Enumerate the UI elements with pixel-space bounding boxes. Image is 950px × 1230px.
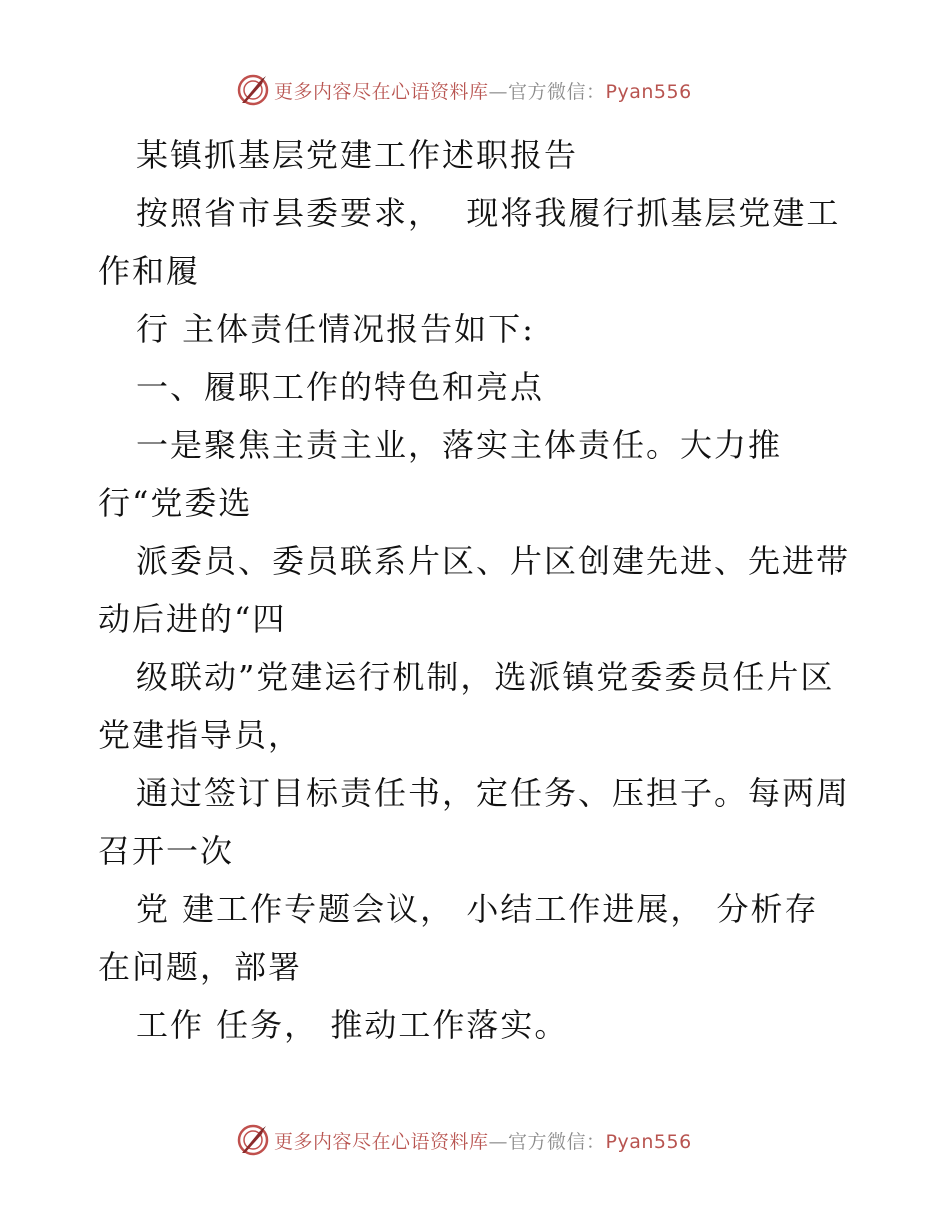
paragraph-line: 行 主体责任情况报告如下: (136, 310, 535, 348)
banner-wechat-id: Pyan556 (605, 80, 692, 103)
footer-banner (236, 1122, 692, 1158)
document-body (98, 126, 858, 1054)
banner-wechat-label: 官方微信： (508, 80, 606, 103)
banner-wechat-id: Pyan556 (605, 1130, 692, 1153)
paragraph-line: 党建指导员， (98, 716, 303, 754)
quill-pen-logo-icon (236, 73, 270, 107)
banner-main-text: 更多内容尽在心语资料库 (274, 80, 489, 103)
paragraph-line: 作和履 (98, 252, 201, 290)
paragraph-line: 行“党委选 (98, 484, 253, 522)
header-banner (236, 72, 692, 108)
paragraph-line: 一、履职工作的特色和亮点 (136, 368, 545, 406)
banner-wechat-label: 官方微信： (508, 1130, 606, 1153)
banner-text (274, 1127, 692, 1154)
paragraph-line: 某镇抓基层党建工作述职报告 (136, 136, 579, 174)
banner-separator: — (488, 80, 509, 103)
paragraph-line: 党 建工作专题会议， 小结工作进展， 分析存 (136, 890, 819, 928)
banner-text (274, 77, 692, 104)
banner-main-text: 更多内容尽在心语资料库 (274, 1130, 489, 1153)
paragraph-line: 在问题，部署 (98, 948, 303, 986)
paragraph-line: 通过签订目标责任书，定任务、压担子。每两周 (136, 774, 851, 812)
quill-pen-logo-icon (236, 1123, 270, 1157)
paragraph-line: 动后进的“四 (98, 600, 287, 638)
paragraph-line: 召开一次 (98, 832, 235, 870)
banner-separator: — (488, 1130, 509, 1153)
paragraph-line: 工作 任务， 推动工作落实。 (136, 1006, 569, 1044)
paragraph-line: 级联动”党建运行机制，选派镇党委委员任片区 (136, 658, 835, 696)
paragraph-line: 派委员、委员联系片区、片区创建先进、先进带 (136, 542, 851, 580)
paragraph-line: 按照省市县委要求， 现将我履行抓基层党建工 (136, 194, 841, 232)
paragraph-line: 一是聚焦主责主业，落实主体责任。大力推 (136, 426, 783, 464)
